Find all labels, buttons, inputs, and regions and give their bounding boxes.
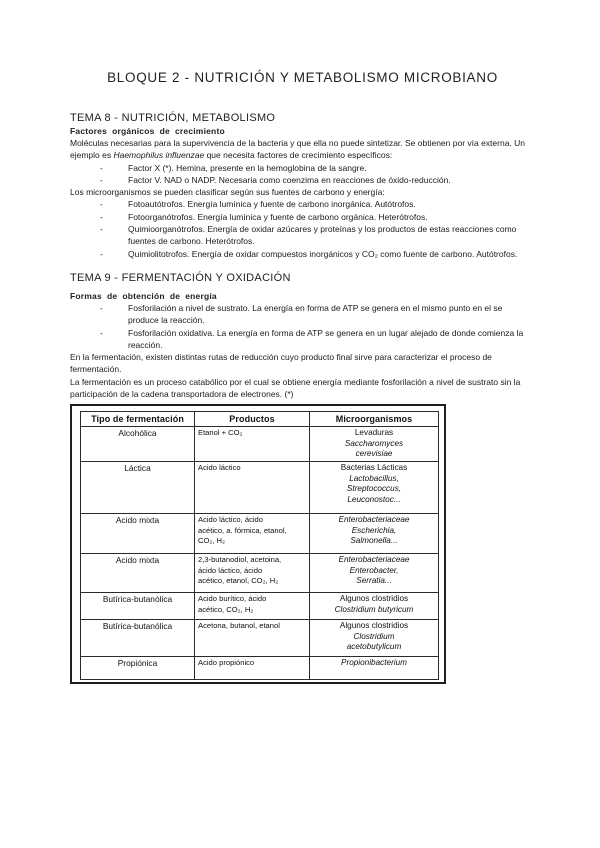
cell-microorganisms: [310, 554, 439, 593]
cell-fermentation-type: Acido mixta: [81, 554, 195, 593]
table-row: [81, 427, 439, 462]
intro-text-part2: que necesita factores de crecimiento específicos:: [204, 150, 393, 161]
table-row: [81, 657, 439, 680]
cell-products: [195, 427, 310, 462]
cell-fermentation-type: Butírica-butanólica: [81, 593, 195, 620]
product-line: Acido burítico, ácido: [198, 594, 267, 604]
bullet-item: [70, 162, 535, 174]
product-line: Acetona, butanol, etanol: [198, 621, 280, 631]
table-row: [81, 593, 439, 620]
cell-fermentation-type: Alcohólica: [81, 427, 195, 462]
growth-factor-bullet-list: [70, 162, 535, 187]
bullet-marker: -: [100, 174, 103, 185]
cell-products: [195, 657, 310, 680]
table-header-row: [81, 412, 439, 427]
microorganism-species-line: Serratia...: [356, 576, 392, 586]
product-line: CO₂, H₂: [198, 535, 225, 545]
microorganism-group-line: Levaduras: [354, 428, 394, 438]
cell-fermentation-type: Propiónica: [81, 657, 195, 680]
microorganism-species-line: Enterobacteriaceae: [338, 515, 410, 525]
bullet-item: [70, 248, 535, 260]
intro-text-part1: Moléculas necesarias para la supervivencia de la bacteria y que ella no puede sintetizar. Se obtienen por vía externa. Un ejemplo es: [70, 138, 526, 161]
product-line: Acido láctico: [198, 463, 241, 473]
bullet-item: [70, 302, 535, 327]
tema-9-subheading: Formas de obtención de energía: [70, 290, 217, 301]
bullet-text: Fosforilación a nivel de sustrato. La energía en forma de ATP se genera en el mismo punto en el se produce la reacción.: [128, 302, 503, 326]
tema-8-subheading: Factores orgánicos de crecimiento: [70, 126, 225, 136]
product-line: ácido láctico, ácido: [198, 565, 263, 575]
cell-fermentation-type: Láctica: [81, 462, 195, 514]
table-row: [81, 620, 439, 657]
bullet-item: [70, 198, 535, 210]
table-row: [81, 554, 439, 593]
cell-products: [195, 462, 310, 514]
table-header-cell: Tipo de fermentación: [81, 412, 195, 427]
classification-bullet-list: [70, 198, 535, 259]
bullet-marker: -: [100, 211, 103, 222]
bullet-text: Quimioorganótrofos. Energía de oxidar azúcares y proteínas y los productos de estas reacciones como fuentes de carbono. Heterótrofos.: [128, 224, 517, 247]
microorganism-species-line: Streptococcus,: [346, 484, 402, 494]
product-line: Acido láctico, ácido: [198, 515, 264, 525]
tema-8-heading: TEMA 8 - NUTRICIÓN, METABOLISMO: [70, 112, 276, 124]
bullet-marker: -: [100, 162, 103, 173]
bullet-marker: -: [100, 302, 103, 313]
energy-bullet-list: [70, 302, 535, 351]
fermentation-routes-paragraph: En la fermentación, existen distintas rutas de reducción cuyo producto final sirve para caracterizar el proceso de fermentación.: [70, 352, 492, 375]
cell-microorganisms: [310, 462, 439, 514]
classification-intro: Los microorganismos se pueden clasificar según sus fuentes de carbono y energía:: [70, 187, 385, 198]
cell-products: [195, 554, 310, 593]
bullet-text: Fotoorganótrofos. Energía lumínica y fuente de carbono orgánica. Heterótrofos.: [128, 211, 428, 222]
cell-products: [195, 593, 310, 620]
microorganism-species-line: acetobutylicum: [346, 642, 402, 652]
cell-products: [195, 514, 310, 554]
section-tema-8: [70, 112, 535, 260]
table-row: [81, 514, 439, 554]
product-line: 2,3-butanodiol, acetoina,: [198, 555, 282, 565]
table-header-cell: Productos: [195, 412, 310, 427]
table-header-cell: Microorganismos: [310, 412, 439, 427]
product-line: acético, a. fórmica, etanol,: [198, 525, 287, 535]
microorganism-species-line: Enterobacter,: [349, 565, 399, 575]
cell-fermentation-type: Acido mixta: [81, 514, 195, 554]
product-line: Acido propiónico: [198, 658, 255, 668]
table-row: [81, 462, 439, 514]
microorganism-species-line: Escherichia,: [351, 525, 397, 535]
bullet-text: Fosforilación oxidativa. La energía en forma de ATP se genera en un lugar alejado de donde comienza la reacción.: [128, 327, 524, 350]
bullet-item: [70, 174, 535, 186]
product-line: acético, CO₂, H₂: [198, 604, 254, 614]
fermentation-table: [80, 411, 439, 680]
cell-microorganisms: [310, 593, 439, 620]
bullet-text: Quimiolitotrofos. Energía de oxidar compuestos inorgánicos y CO₂ como fuente de carbono. Autótrofos.: [128, 248, 518, 259]
bullet-marker: -: [100, 248, 103, 259]
bullet-marker: -: [100, 224, 103, 235]
bullet-marker: -: [100, 199, 103, 210]
bullet-text: Factor X (*). Hemina, presente en la hemoglobina de la sangre.: [128, 162, 367, 173]
microorganism-group-line: Algunos clostridios: [339, 594, 409, 604]
bullet-marker: -: [100, 327, 103, 338]
microorganism-species-line: Saccharomyces: [344, 438, 404, 448]
product-line: Etanol + CO₂: [198, 428, 243, 438]
cell-microorganisms: [310, 427, 439, 462]
microorganism-group-line: Algunos clostridios: [339, 621, 409, 631]
microorganism-species-line: Clostridium butyricum: [334, 604, 414, 614]
tema-9-heading: TEMA 9 - FERMENTACIÓN Y OXIDACIÓN: [70, 271, 291, 284]
microorganism-species-line: Lactobacillus,: [349, 473, 399, 483]
bullet-item: [70, 327, 535, 352]
bullet-text: Fotoautótrofos. Energía lumínica y fuente de carbono inorgánica. Autótrofos.: [128, 199, 416, 210]
document-title: BLOQUE 2 - NUTRICIÓN Y METABOLISMO MICROBIANO: [107, 70, 498, 85]
microorganism-species-line: Clostridium: [353, 631, 395, 641]
cell-microorganisms: [310, 514, 439, 554]
fermentation-definition-paragraph: La fermentación es un proceso catabólico por el cual se obtiene energía mediante fosforilación a nivel de sustrato sin la participación de la cadena transportadora de electrones. (*): [70, 376, 521, 400]
tema-8-intro-paragraph: [70, 137, 535, 162]
microorganism-species-line: cerevisiae: [355, 449, 393, 459]
section-tema-9: [70, 272, 535, 400]
cell-microorganisms: [310, 620, 439, 657]
bullet-text: Factor V. NAD o NADP. Necesaria como coenzima en reacciones de óxido-reducción.: [128, 174, 451, 185]
fermentation-table-frame: [70, 404, 446, 684]
microorganism-species-line: Enterobacteriaceae: [338, 555, 410, 565]
bullet-item: [70, 223, 535, 248]
microorganism-species-line: Propionibacterium: [341, 658, 407, 668]
product-line: acético, etanol, CO₂, H₂: [198, 575, 279, 585]
species-name-italic: Haemophilus influenzae: [113, 150, 205, 161]
cell-products: [195, 620, 310, 657]
microorganism-group-line: Bacterias Lácticas: [340, 463, 408, 473]
microorganism-species-line: Salmonella...: [350, 536, 398, 546]
bullet-item: [70, 211, 535, 223]
cell-microorganisms: [310, 657, 439, 680]
cell-fermentation-type: Butírica-butanólica: [81, 620, 195, 657]
microorganism-species-line: Leuconostoc...: [347, 494, 401, 504]
